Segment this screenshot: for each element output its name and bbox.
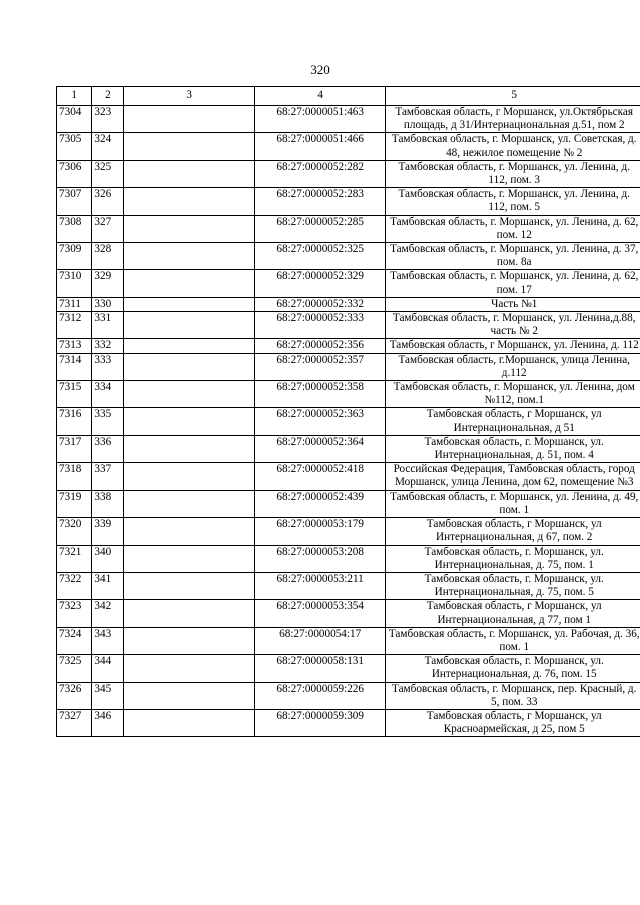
cell-record-number: 7320	[57, 518, 92, 545]
header-col-4: 4	[254, 87, 386, 106]
cell-address: Тамбовская область, г. Моршанск, пер. Красный, д. 5, пом. 33	[386, 682, 640, 709]
cell-cadastral-number: 68:27:0000052:329	[254, 270, 386, 297]
cell-address: Тамбовская область, г Моршанск, ул Интернациональная, д 67, пом. 2	[386, 518, 640, 545]
cell-cadastral-number: 68:27:0000052:356	[254, 339, 386, 353]
header-col-2: 2	[92, 87, 124, 106]
table-body	[57, 106, 640, 737]
cell-index: 333	[92, 353, 124, 380]
table-row	[57, 339, 640, 353]
cell-record-number: 7310	[57, 270, 92, 297]
cell-record-number: 7304	[57, 106, 92, 133]
cell-cadastral-number: 68:27:0000051:463	[254, 106, 386, 133]
cell-index: 331	[92, 312, 124, 339]
cell-index: 326	[92, 188, 124, 215]
cell-index: 338	[92, 490, 124, 517]
cell-cadastral-number: 68:27:0000052:282	[254, 160, 386, 187]
cell-cadastral-number: 68:27:0000052:325	[254, 243, 386, 270]
cell-cadastral-number: 68:27:0000052:332	[254, 297, 386, 311]
cell-column-3	[124, 270, 254, 297]
cell-column-3	[124, 339, 254, 353]
header-row	[57, 87, 640, 106]
cell-index: 334	[92, 381, 124, 408]
cell-column-3	[124, 709, 254, 736]
table-row	[57, 381, 640, 408]
table-row	[57, 518, 640, 545]
cell-record-number: 7308	[57, 215, 92, 242]
table-row	[57, 463, 640, 490]
cell-cadastral-number: 68:27:0000052:418	[254, 463, 386, 490]
cell-index: 337	[92, 463, 124, 490]
table-row	[57, 215, 640, 242]
table-row	[57, 133, 640, 160]
cell-address: Тамбовская область, г Моршанск, ул Интернациональная, д 77, пом 1	[386, 600, 640, 627]
cell-address: Тамбовская область, г. Моршанск, ул. Интернациональная, д. 75, пом. 5	[386, 572, 640, 599]
header-col-5: 5	[386, 87, 640, 106]
cell-address: Тамбовская область, г. Моршанск, ул. Ленина, дом №112, пом.1	[386, 381, 640, 408]
cell-index: 346	[92, 709, 124, 736]
cell-record-number: 7313	[57, 339, 92, 353]
cell-record-number: 7315	[57, 381, 92, 408]
cell-column-3	[124, 435, 254, 462]
cell-column-3	[124, 215, 254, 242]
cell-index: 329	[92, 270, 124, 297]
table-row	[57, 490, 640, 517]
cell-address: Часть №1	[386, 297, 640, 311]
cell-column-3	[124, 312, 254, 339]
cell-record-number: 7321	[57, 545, 92, 572]
cell-index: 332	[92, 339, 124, 353]
cell-cadastral-number: 68:27:0000053:211	[254, 572, 386, 599]
cell-column-3	[124, 600, 254, 627]
cell-cadastral-number: 68:27:0000052:439	[254, 490, 386, 517]
table-row	[57, 600, 640, 627]
cell-column-3	[124, 133, 254, 160]
header-col-1: 1	[57, 87, 92, 106]
cell-column-3	[124, 655, 254, 682]
cell-record-number: 7309	[57, 243, 92, 270]
cell-index: 330	[92, 297, 124, 311]
cell-record-number: 7324	[57, 627, 92, 654]
cell-column-3	[124, 297, 254, 311]
cell-cadastral-number: 68:27:0000052:364	[254, 435, 386, 462]
cell-record-number: 7325	[57, 655, 92, 682]
cell-address: Тамбовская область, г. Моршанск, ул. Ленина, д. 37, пом. 8а	[386, 243, 640, 270]
cell-record-number: 7311	[57, 297, 92, 311]
cell-record-number: 7327	[57, 709, 92, 736]
cell-index: 344	[92, 655, 124, 682]
cell-address: Тамбовская область, г Моршанск, ул Интернациональная, д 51	[386, 408, 640, 435]
cell-cadastral-number: 68:27:0000052:285	[254, 215, 386, 242]
table-header	[57, 87, 640, 106]
cell-column-3	[124, 518, 254, 545]
cell-index: 328	[92, 243, 124, 270]
cell-address: Тамбовская область, г. Моршанск, ул. Рабочая, д. 36, пом. 1	[386, 627, 640, 654]
table-row	[57, 312, 640, 339]
cell-record-number: 7316	[57, 408, 92, 435]
cell-column-3	[124, 627, 254, 654]
cell-cadastral-number: 68:27:0000053:208	[254, 545, 386, 572]
cell-index: 335	[92, 408, 124, 435]
table-row	[57, 353, 640, 380]
cell-column-3	[124, 463, 254, 490]
cell-record-number: 7317	[57, 435, 92, 462]
cell-index: 327	[92, 215, 124, 242]
cell-record-number: 7312	[57, 312, 92, 339]
cell-cadastral-number: 68:27:0000053:179	[254, 518, 386, 545]
cell-cadastral-number: 68:27:0000052:358	[254, 381, 386, 408]
table-row	[57, 655, 640, 682]
cell-record-number: 7305	[57, 133, 92, 160]
cell-cadastral-number: 68:27:0000052:333	[254, 312, 386, 339]
page-number: 320	[310, 62, 330, 77]
cell-column-3	[124, 381, 254, 408]
cell-cadastral-number: 68:27:0000051:466	[254, 133, 386, 160]
cell-address: Тамбовская область, г. Моршанск, ул. Ленина, д. 49, пом. 1	[386, 490, 640, 517]
cell-address: Тамбовская область, г. Моршанск, ул. Ленина,д.88, часть № 2	[386, 312, 640, 339]
table-row	[57, 627, 640, 654]
cell-cadastral-number: 68:27:0000052:363	[254, 408, 386, 435]
cell-cadastral-number: 68:27:0000052:283	[254, 188, 386, 215]
header-col-3: 3	[124, 87, 254, 106]
table-row	[57, 572, 640, 599]
cell-address: Тамбовская область, г. Моршанск, ул. Ленина, д. 112, пом. 3	[386, 160, 640, 187]
cell-index: 336	[92, 435, 124, 462]
cell-column-3	[124, 682, 254, 709]
cell-column-3	[124, 572, 254, 599]
table-row	[57, 243, 640, 270]
table-row	[57, 408, 640, 435]
cell-column-3	[124, 490, 254, 517]
cell-index: 339	[92, 518, 124, 545]
cell-cadastral-number: 68:27:0000054:17	[254, 627, 386, 654]
cell-record-number: 7318	[57, 463, 92, 490]
cell-index: 324	[92, 133, 124, 160]
table-row	[57, 297, 640, 311]
cell-address: Тамбовская область, г. Моршанск, ул. Ленина, д. 62, пом. 17	[386, 270, 640, 297]
cell-index: 345	[92, 682, 124, 709]
cell-record-number: 7319	[57, 490, 92, 517]
cell-address: Тамбовская область, г Моршанск, ул.Октябрьская площадь, д 31/Интернациональная д.51, пом 2	[386, 106, 640, 133]
cell-cadastral-number: 68:27:0000058:131	[254, 655, 386, 682]
table-row	[57, 682, 640, 709]
cell-address: Тамбовская область, г. Моршанск, ул. Интернациональная, д. 76, пом. 15	[386, 655, 640, 682]
cell-index: 340	[92, 545, 124, 572]
cell-column-3	[124, 188, 254, 215]
cell-column-3	[124, 160, 254, 187]
table-row	[57, 709, 640, 736]
cell-record-number: 7326	[57, 682, 92, 709]
cell-record-number: 7322	[57, 572, 92, 599]
table-row	[57, 160, 640, 187]
table-row	[57, 188, 640, 215]
cell-index: 341	[92, 572, 124, 599]
cell-address: Тамбовская область, г.Моршанск, улица Ленина, д.112	[386, 353, 640, 380]
cell-index: 323	[92, 106, 124, 133]
table-row	[57, 545, 640, 572]
cell-cadastral-number: 68:27:0000059:309	[254, 709, 386, 736]
cell-cadastral-number: 68:27:0000053:354	[254, 600, 386, 627]
cell-address: Тамбовская область, г. Моршанск, ул. Ленина, д. 112, пом. 5	[386, 188, 640, 215]
cell-cadastral-number: 68:27:0000052:357	[254, 353, 386, 380]
cell-address: Российская Федерация, Тамбовская область, город Моршанск, улица Ленина, дом 62, помещение №3	[386, 463, 640, 490]
cell-address: Тамбовская область, г. Моршанск, ул. Интернациональная, д. 51, пом. 4	[386, 435, 640, 462]
cell-address: Тамбовская область, г Моршанск, ул Красноармейская, д 25, пом 5	[386, 709, 640, 736]
cell-index: 343	[92, 627, 124, 654]
property-registry-table	[56, 86, 640, 737]
cell-address: Тамбовская область, г. Моршанск, ул. Ленина, д. 62, пом. 12	[386, 215, 640, 242]
cell-address: Тамбовская область, г. Моршанск, ул. Советская, д. 48, нежилое помещение № 2	[386, 133, 640, 160]
cell-column-3	[124, 106, 254, 133]
cell-column-3	[124, 408, 254, 435]
cell-record-number: 7307	[57, 188, 92, 215]
cell-address: Тамбовская область, г. Моршанск, ул. Интернациональная, д. 75, пом. 1	[386, 545, 640, 572]
cell-column-3	[124, 545, 254, 572]
cell-record-number: 7306	[57, 160, 92, 187]
cell-cadastral-number: 68:27:0000059:226	[254, 682, 386, 709]
cell-index: 325	[92, 160, 124, 187]
cell-column-3	[124, 243, 254, 270]
cell-index: 342	[92, 600, 124, 627]
cell-address: Тамбовская область, г Моршанск, ул. Ленина, д. 112	[386, 339, 640, 353]
table-row	[57, 435, 640, 462]
table-row	[57, 106, 640, 133]
table-row	[57, 270, 640, 297]
cell-record-number: 7323	[57, 600, 92, 627]
cell-record-number: 7314	[57, 353, 92, 380]
cell-column-3	[124, 353, 254, 380]
